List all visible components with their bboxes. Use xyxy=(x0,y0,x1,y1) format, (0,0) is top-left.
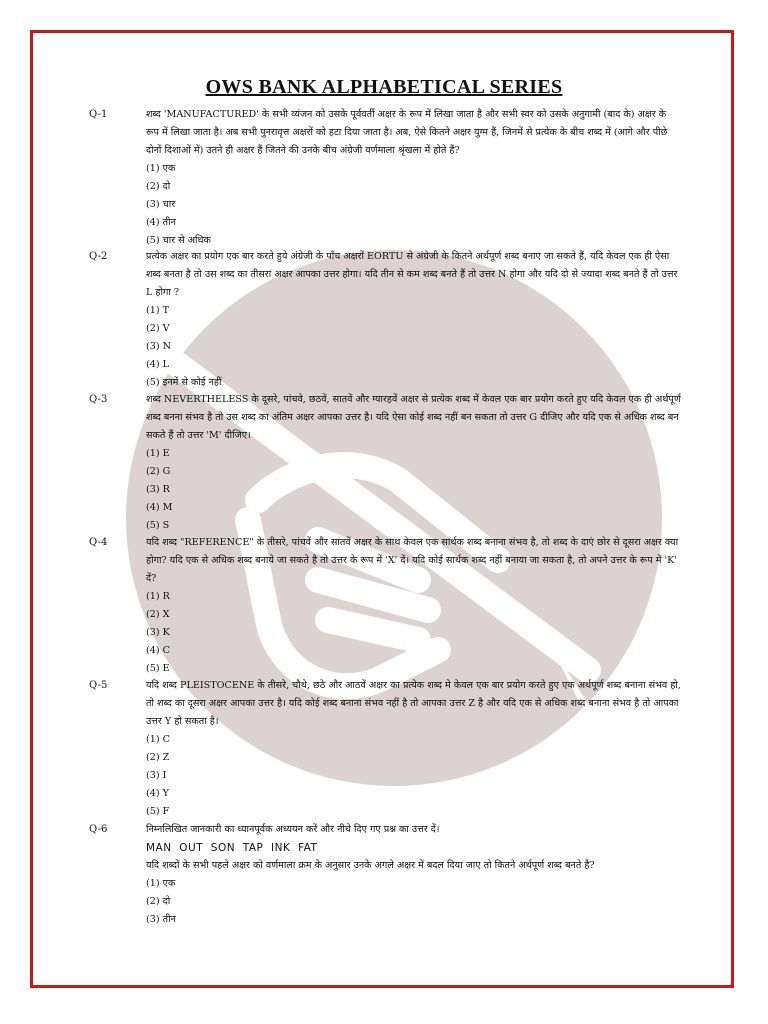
option-list xyxy=(146,445,682,535)
option: (3) K xyxy=(146,627,170,638)
option: (2) X xyxy=(146,609,170,620)
option: (4) C xyxy=(146,645,170,656)
option: (2) दो xyxy=(146,896,171,907)
option: (5) इनमें से कोई नहीं xyxy=(146,377,222,388)
question-text: शब्द NEVERTHELESS के दूसरे, पांचवे, छठवें, सातवें और ग्यारहवें अक्षर से प्रत्येक शब्द में केवल एक बार प्रयोग करते हुए यदि केवल एक ही अर्थपूर्ण शब्द बनना संभव है तो उस शब्द का अंतिम अक्षर आपका उत्तर है। यदि ऐसा कोई शब्द नहीं बन सकता तो उत्तर G दीजिए और यदि एक से अधिक शब्द बन सकते हैं तो उत्तर 'M' दीजिए। xyxy=(146,394,681,441)
option: (3) R xyxy=(146,484,170,495)
option: (5) E xyxy=(146,663,170,674)
question-text: प्रत्येक अक्षर का प्रयोग एक बार करते हुये अंग्रेजी के पाँच अक्षरों EORTU से अंग्रेजी के कितने अर्थपूर्ण शब्द बनाए जा सकते हैं, यदि केवल एक ही ऐसा शब्द बनता है तो उस शब्द का तीसरा अक्षर आपका उत्तर होगा। यदि तीन से कम शब्द बनते हैं तो उत्तर N होगा और यदि दो से ज्यादा शब्द बनते हैं तो उत्तर L होगा ? xyxy=(146,251,678,298)
question-number: Q-5 xyxy=(89,680,108,691)
question-number: Q-4 xyxy=(89,537,108,548)
option: (5) S xyxy=(146,520,170,531)
option-list xyxy=(146,731,682,821)
question-text-2: यदि शब्दों के सभी पहले अक्षर को वर्णमाला क्रम के अनुसार उनके अगले अक्षर में बदल दिया जाए तो कितने अर्थपूर्ण शब्द बनते है? xyxy=(146,860,595,871)
option: (2) दो xyxy=(146,181,171,192)
option: (1) R xyxy=(146,591,170,602)
option: (4) तीन xyxy=(146,217,176,228)
question-number: Q-2 xyxy=(89,251,108,262)
question-number: Q-3 xyxy=(89,394,108,405)
word-list: MAN OUT SON TAP INK FAT xyxy=(146,842,318,854)
option: (4) M xyxy=(146,502,173,513)
option: (2) V xyxy=(146,323,170,334)
option: (5) F xyxy=(146,806,170,817)
option-list xyxy=(146,875,682,929)
option: (4) L xyxy=(146,359,170,370)
option-list xyxy=(146,588,682,678)
page-title: OWS BANK ALPHABETICAL SERIES xyxy=(205,76,563,98)
option-list xyxy=(146,160,682,250)
question-text: निम्नलिखित जानकारी का ध्यानपूर्वक अध्ययन करें और नीचे दिए गए प्रश्न का उत्तर दें। xyxy=(146,824,440,835)
option: (4) Y xyxy=(146,788,169,799)
option: (2) Z xyxy=(146,752,170,763)
question-text: यदि शब्द "REFERENCE" के तीसरे, पांचवें और सातवें अक्षर के साथ केवल एक सार्थक शब्द बनाना संभव है, तो शब्द के दाएं छोर से दूसरा अक्षर क्या होगा? यदि एक से अधिक शब्द बनाये जा सकते है तो उत्तर के रूप में 'X' दें। यदि कोई सार्थक शब्द नहीं बनाया जा सकता है, तो अपने उत्तर के रूप में 'K' दें? xyxy=(146,537,679,584)
option: (1) T xyxy=(146,305,170,316)
option: (2) G xyxy=(146,466,171,477)
option: (1) एक xyxy=(146,878,176,889)
question-text: यदि शब्द PLEISTOCENE के तीसरे, चौथे, छठे और आठवें अक्षर का प्रत्येक शब्द मे केवल एक बार प्रयोग करते हुए एक अर्थपूर्ण शब्द बनाना संभव हो, तो शब्द का दूसरा अक्षर आपका उत्तर है। यदि कोई शब्द बनाना संभव नहीं है तो आपका उत्तर Z है और यदि एक से अधिक शब्द बनाना संभव है तो आपका उत्तर Y हो सकता है। xyxy=(146,680,681,727)
option: (1) C xyxy=(146,734,170,745)
question-text: शब्द 'MANUFACTURED' के सभी व्यंजन को उसके पूर्ववर्ती अक्षर के रूप में लिखा जाता है और सभी स्वर को उसके अनुगामी (बाद के) अक्षर के रूप में लिखा जाता है। अब सभी पुनरावृत्त अक्षरों को हटा दिया जाता है। अब, ऐसे कितने अक्षर युग्म हैं, जिनमें से प्रत्येक के बीच शब्द में (आगे और पीछे दोनों दिशाओं में) उतने ही अक्षर हैं जितने की उनके बीच अंग्रेजी वर्णमाला श्रृंखला में होते हैं? xyxy=(146,109,668,156)
option: (3) I xyxy=(146,770,167,781)
question-number: Q-6 xyxy=(89,824,108,835)
option: (1) एक xyxy=(146,163,176,174)
option-list xyxy=(146,302,682,392)
question-number: Q-1 xyxy=(89,109,108,120)
option: (5) चार से अधिक xyxy=(146,235,211,246)
option: (3) चार xyxy=(146,199,176,210)
option: (3) तीन xyxy=(146,914,176,925)
option: (3) N xyxy=(146,341,172,352)
option: (1) E xyxy=(146,448,170,459)
